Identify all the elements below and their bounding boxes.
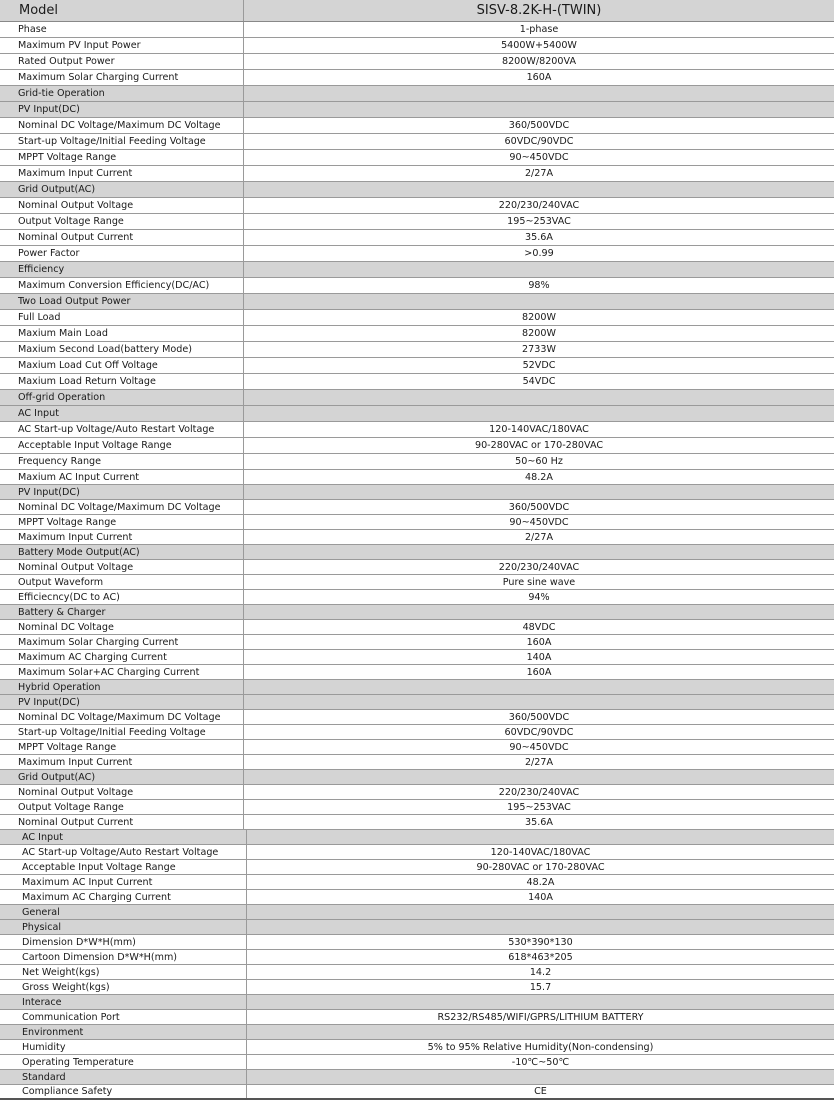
spec-value: 140A (243, 650, 834, 664)
table-row (0, 54, 834, 70)
section-row (0, 294, 834, 310)
spec-label: Maximum AC Charging Current (22, 891, 171, 903)
table-row (0, 965, 834, 980)
spec-label: Dimension D*W*H(mm) (22, 936, 136, 948)
spec-label: Efficiecncy(DC to AC) (18, 591, 120, 603)
table-row (0, 278, 834, 294)
spec-label: Start-up Voltage/Initial Feeding Voltage (18, 136, 206, 147)
spec-value: 2733W (243, 342, 834, 357)
spec-label: Maxium Second Load(battery Mode) (18, 344, 193, 355)
spec-label: Communication Port (22, 1011, 120, 1023)
table-row (0, 198, 834, 214)
spec-label: Maxium Main Load (18, 328, 108, 339)
spec-label: Output Voltage Range (18, 801, 124, 813)
spec-label: Maxium AC Input Current (18, 471, 140, 483)
spec-value (243, 182, 834, 197)
spec-value: 120-140VAC/180VAC (243, 422, 834, 437)
section-label: Physical (22, 921, 62, 933)
spec-label: Nominal Output Current (18, 232, 134, 243)
spec-value: 48.2A (243, 470, 834, 484)
spec-label: Maximum Conversion Efficiency(DC/AC) (18, 280, 210, 291)
spec-value (246, 920, 834, 934)
spec-value: 90~450VDC (243, 515, 834, 529)
table-row (0, 326, 834, 342)
spec-value: 160A (243, 635, 834, 649)
table-row (0, 358, 834, 374)
spec-value: 360/500VDC (243, 118, 834, 133)
spec-value (243, 390, 834, 405)
table-row (0, 1085, 834, 1100)
spec-value (243, 262, 834, 277)
table-row (0, 740, 834, 755)
table-row (0, 785, 834, 800)
table-row (0, 342, 834, 358)
model-value: SISV-8.2K-H-(TWIN) (243, 0, 834, 21)
spec-value: 35.6A (243, 815, 834, 829)
table-row (0, 650, 834, 665)
table-row (0, 1010, 834, 1025)
section-row (0, 695, 834, 710)
spec-label: Rated Output Power (18, 56, 115, 67)
spec-label: Nominal DC Voltage/Maximum DC Voltage (18, 501, 221, 513)
spec-value: 618*463*205 (246, 950, 834, 964)
spec-value (243, 485, 834, 499)
section-row (0, 545, 834, 560)
spec-label: Maximum AC Input Current (22, 876, 153, 888)
spec-value: 530*390*130 (246, 935, 834, 949)
section-label: Two Load Output Power (18, 296, 131, 307)
spec-value: 2/27A (243, 166, 834, 181)
spec-label: Power Factor (18, 248, 80, 259)
spec-label: Nominal DC Voltage (18, 621, 114, 633)
spec-value: 52VDC (243, 358, 834, 373)
spec-value: 195~253VAC (243, 800, 834, 814)
table-row (0, 665, 834, 680)
spec-value: 94% (243, 590, 834, 604)
table-row (0, 635, 834, 650)
table-row (0, 725, 834, 740)
spec-label: Nominal DC Voltage/Maximum DC Voltage (18, 120, 221, 131)
spec-value: 220/230/240VAC (243, 198, 834, 213)
spec-label: Compliance Safety (22, 1086, 113, 1097)
spec-value: 195~253VAC (243, 214, 834, 229)
table-row (0, 500, 834, 515)
spec-value (243, 102, 834, 117)
spec-value (246, 905, 834, 919)
table-row (0, 1055, 834, 1070)
spec-value (246, 830, 834, 844)
section-label: General (22, 906, 60, 918)
spec-label: Acceptable Input Voltage Range (22, 861, 176, 873)
table-row (0, 1040, 834, 1055)
spec-value: >0.99 (243, 246, 834, 261)
table-row (0, 470, 834, 485)
section-label: PV Input(DC) (18, 696, 80, 708)
section-row (0, 485, 834, 500)
table-row (0, 454, 834, 470)
spec-value: RS232/RS485/WIFI/GPRS/LITHIUM BATTERY (246, 1010, 834, 1024)
spec-value (243, 605, 834, 619)
table-row (0, 374, 834, 390)
table-row (0, 800, 834, 815)
spec-label: Maximum Input Current (18, 531, 133, 543)
table-row (0, 150, 834, 166)
spec-label: Humidity (22, 1041, 66, 1053)
table-row (0, 134, 834, 150)
spec-value (243, 86, 834, 101)
table-row (0, 890, 834, 905)
spec-value: 8200W (243, 310, 834, 325)
spec-value: 90-280VAC or 170-280VAC (243, 438, 834, 453)
spec-label: Maximum Solar Charging Current (18, 636, 179, 648)
spec-value: 48VDC (243, 620, 834, 634)
spec-label: Maxium Load Return Voltage (18, 376, 156, 387)
spec-value: 120-140VAC/180VAC (246, 845, 834, 859)
spec-value: 2/27A (243, 530, 834, 544)
spec-rows (0, 22, 834, 1100)
model-label: Model (19, 3, 59, 18)
section-row (0, 830, 834, 845)
spec-value: 15.7 (246, 980, 834, 994)
section-row (0, 905, 834, 920)
spec-value: 140A (246, 890, 834, 904)
spec-value: 98% (243, 278, 834, 293)
spec-value: 5400W+5400W (243, 38, 834, 53)
section-label: Grid Output(AC) (18, 184, 96, 195)
section-row (0, 102, 834, 118)
spec-value: 8200W (243, 326, 834, 341)
section-row (0, 995, 834, 1010)
spec-value: 5% to 95% Relative Humidity(Non-condensing) (246, 1040, 834, 1054)
section-row (0, 920, 834, 935)
spec-value: 90~450VDC (243, 740, 834, 754)
table-header (0, 0, 834, 22)
table-row (0, 560, 834, 575)
table-row (0, 246, 834, 262)
spec-value: 35.6A (243, 230, 834, 245)
spec-value: 160A (243, 665, 834, 679)
table-row (0, 118, 834, 134)
spec-value: 360/500VDC (243, 500, 834, 514)
spec-value: 160A (243, 70, 834, 85)
section-label: Hybrid Operation (18, 681, 101, 693)
section-label: Battery & Charger (18, 606, 106, 618)
spec-label: Operating Temperature (22, 1056, 134, 1068)
spec-label: Frequency Range (18, 456, 102, 467)
section-row (0, 182, 834, 198)
spec-value: 60VDC/90VDC (243, 725, 834, 739)
spec-label: AC Start-up Voltage/Auto Restart Voltage (18, 424, 215, 435)
spec-value: 2/27A (243, 755, 834, 769)
spec-label: AC Start-up Voltage/Auto Restart Voltage (22, 846, 219, 858)
table-row (0, 38, 834, 54)
spec-label: Phase (18, 24, 47, 35)
section-row (0, 406, 834, 422)
section-label: Interace (22, 996, 62, 1008)
spec-value: 8200W/8200VA (243, 54, 834, 69)
spec-label: Net Weight(kgs) (22, 966, 100, 978)
spec-label: Cartoon Dimension D*W*H(mm) (22, 951, 178, 963)
spec-value: 60VDC/90VDC (243, 134, 834, 149)
table-row (0, 70, 834, 86)
section-label: Environment (22, 1026, 84, 1038)
spec-label: Maximum Input Current (18, 756, 133, 768)
section-label: Off-grid Operation (18, 392, 106, 403)
section-label: PV Input(DC) (18, 486, 80, 498)
table-row (0, 214, 834, 230)
spec-label: Acceptable Input Voltage Range (18, 440, 172, 451)
spec-value (243, 406, 834, 421)
spec-value (243, 770, 834, 784)
section-row (0, 1025, 834, 1040)
table-row (0, 230, 834, 246)
spec-value (243, 680, 834, 694)
spec-label: MPPT Voltage Range (18, 152, 117, 163)
section-label: Grid-tie Operation (18, 88, 105, 99)
section-row (0, 390, 834, 406)
section-row (0, 1070, 834, 1085)
table-row (0, 530, 834, 545)
spec-value (246, 1025, 834, 1039)
spec-label: Nominal Output Voltage (18, 561, 134, 573)
table-row (0, 620, 834, 635)
spec-value: 50~60 Hz (243, 454, 834, 469)
spec-label: Maxium Load Cut Off Voltage (18, 360, 158, 371)
spec-value: 360/500VDC (243, 710, 834, 724)
spec-label: Nominal Output Voltage (18, 786, 134, 798)
spec-value: 48.2A (246, 875, 834, 889)
spec-value: 90~450VDC (243, 150, 834, 165)
spec-value (243, 695, 834, 709)
table-row (0, 710, 834, 725)
table-row (0, 310, 834, 326)
section-label: AC Input (18, 408, 59, 419)
table-row (0, 815, 834, 830)
spec-value: CE (246, 1085, 834, 1098)
spec-value: 90-280VAC or 170-280VAC (246, 860, 834, 874)
table-row (0, 950, 834, 965)
table-row (0, 935, 834, 950)
spec-value: 220/230/240VAC (243, 560, 834, 574)
table-row (0, 166, 834, 182)
section-label: AC Input (22, 831, 63, 843)
table-row (0, 980, 834, 995)
spec-label: MPPT Voltage Range (18, 741, 117, 753)
spec-value: 54VDC (243, 374, 834, 389)
table-row (0, 422, 834, 438)
table-row (0, 22, 834, 38)
spec-value: 14.2 (246, 965, 834, 979)
spec-label: Nominal Output Current (18, 816, 134, 828)
spec-value: 1-phase (243, 22, 834, 37)
spec-label: Maximum PV Input Power (18, 40, 141, 51)
spec-value: -10℃~50℃ (246, 1055, 834, 1069)
spec-label: Gross Weight(kgs) (22, 981, 110, 993)
spec-label: Output Waveform (18, 576, 104, 588)
spec-label: Maximum AC Charging Current (18, 651, 167, 663)
table-row (0, 860, 834, 875)
table-row (0, 875, 834, 890)
spec-value: Pure sine wave (243, 575, 834, 589)
spec-value (246, 995, 834, 1009)
table-row (0, 755, 834, 770)
section-row (0, 605, 834, 620)
spec-value: 220/230/240VAC (243, 785, 834, 799)
table-row (0, 590, 834, 605)
table-row (0, 845, 834, 860)
section-row (0, 262, 834, 278)
spec-label: Start-up Voltage/Initial Feeding Voltage (18, 726, 206, 738)
table-row (0, 515, 834, 530)
spec-label: Nominal DC Voltage/Maximum DC Voltage (18, 711, 221, 723)
spec-value (243, 545, 834, 559)
spec-label: Maximum Solar+AC Charging Current (18, 666, 200, 678)
table-row (0, 575, 834, 590)
spec-label: Maximum Solar Charging Current (18, 72, 179, 83)
section-label: Battery Mode Output(AC) (18, 546, 140, 558)
spec-label: Maximum Input Current (18, 168, 133, 179)
spec-label: Full Load (18, 312, 61, 323)
section-label: Efficiency (18, 264, 65, 275)
section-label: Grid Output(AC) (18, 771, 96, 783)
section-row (0, 770, 834, 785)
spec-value (246, 1070, 834, 1084)
section-row (0, 680, 834, 695)
spec-label: Output Voltage Range (18, 216, 124, 227)
spec-label: Nominal Output Voltage (18, 200, 134, 211)
section-row (0, 86, 834, 102)
table-row (0, 438, 834, 454)
spec-label: MPPT Voltage Range (18, 516, 117, 528)
spec-value (243, 294, 834, 309)
section-label: PV Input(DC) (18, 104, 80, 115)
section-label: Standard (22, 1071, 66, 1083)
